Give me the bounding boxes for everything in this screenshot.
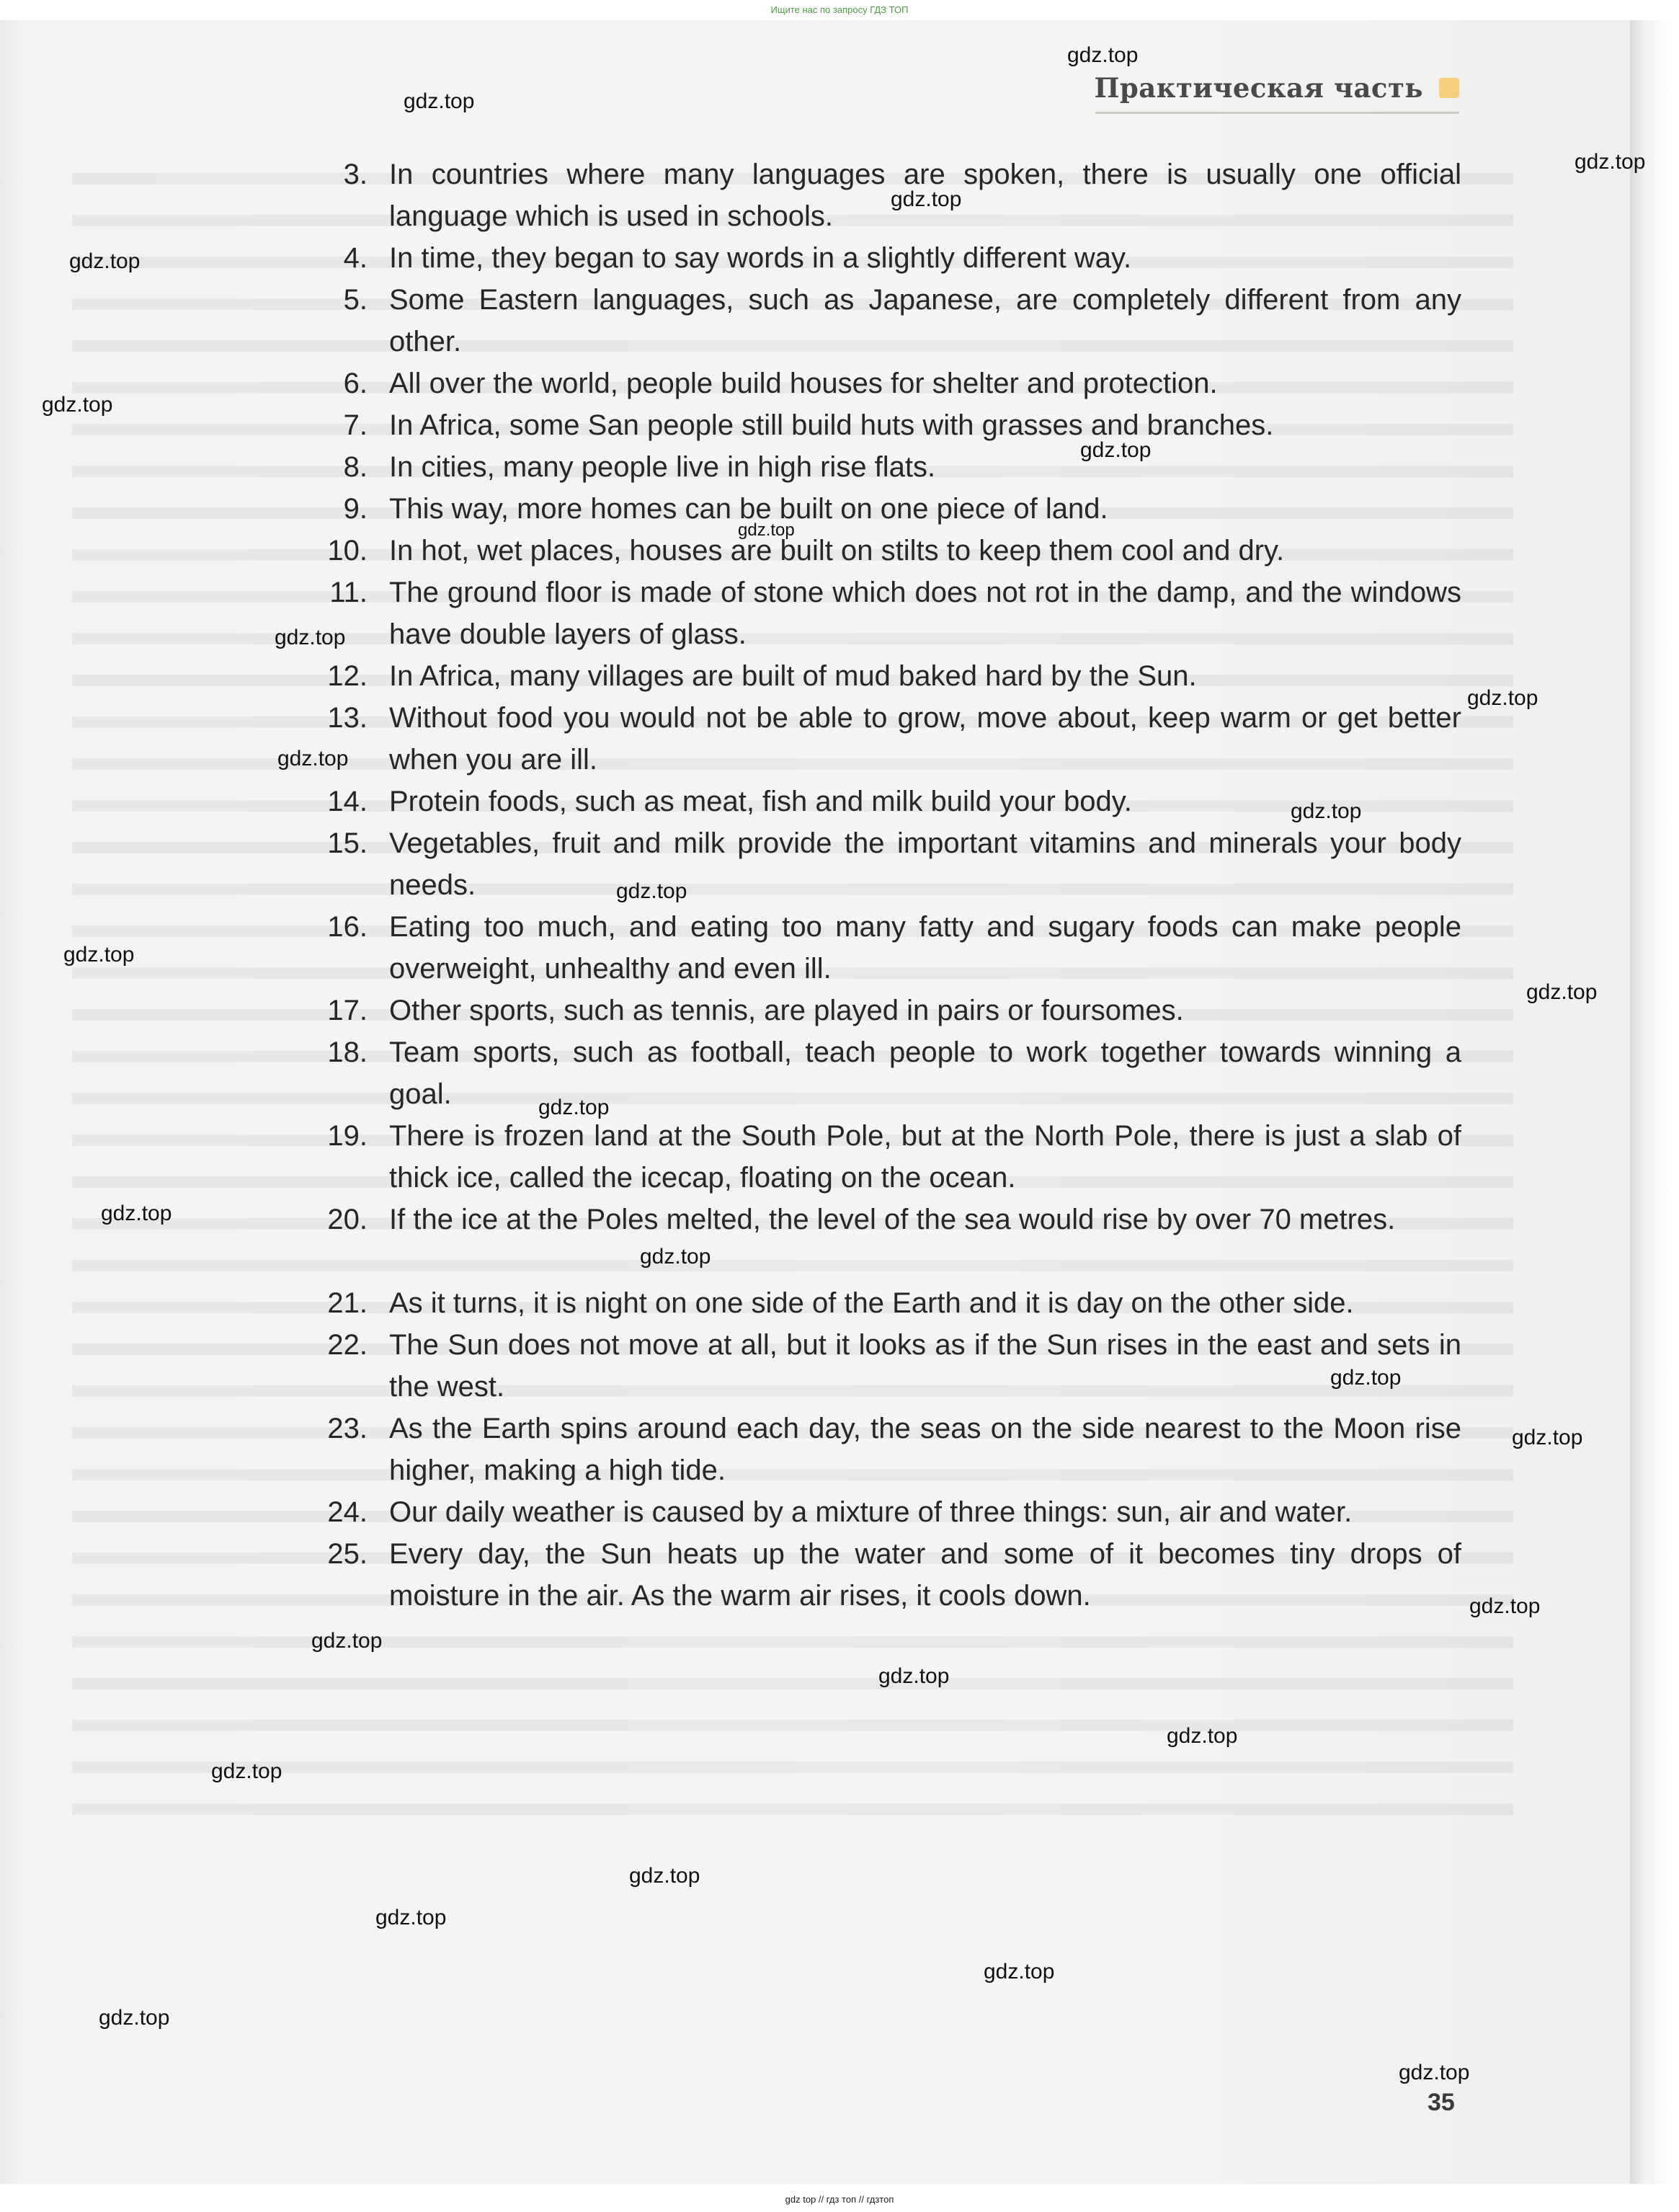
item-number: 20. <box>327 1204 368 1235</box>
item-number: 7. <box>343 409 368 441</box>
item-text: Our daily weather is caused by a mixture of three things: sun, air and water. <box>389 1496 1353 1528</box>
watermark: gdz.top <box>1512 1426 1583 1449</box>
watermark: gdz.top <box>1067 43 1139 67</box>
item-number: 9. <box>343 493 368 525</box>
item-number: 23. <box>327 1413 368 1444</box>
item-number: 18. <box>327 1036 368 1068</box>
item-text: Without food you would not be able to grow, move about, keep warm or get better when you are ill. <box>389 702 1461 776</box>
item-text: In Africa, many villages are built of mud baked hard by the Sun. <box>389 660 1197 692</box>
item-number: 15. <box>327 827 368 859</box>
item-text: The ground floor is made of stone which does not rot in the damp, and the windows have double layers of glass. <box>389 577 1461 650</box>
watermark: gdz.top <box>311 1629 383 1653</box>
watermark: gdz.top <box>629 1864 700 1888</box>
watermark: gdz.top <box>640 1245 711 1269</box>
watermark: gdz.top <box>275 626 346 649</box>
watermark: gdz.top <box>1330 1366 1402 1390</box>
watermark: gdz.top <box>42 393 113 417</box>
watermark: gdz.top <box>1575 150 1646 174</box>
item-number: 6. <box>343 368 368 399</box>
item-number: 5. <box>343 284 368 316</box>
watermark: gdz.top <box>404 89 475 113</box>
item-number: 19. <box>327 1120 368 1152</box>
item-text: This way, more homes can be built on one piece of land. <box>389 493 1108 525</box>
item-number: 3. <box>343 159 368 190</box>
section-title: Практическая часть <box>1094 72 1423 104</box>
item-text: If the ice at the Poles melted, the level of the sea would rise by over 70 metres. <box>389 1204 1396 1235</box>
watermark: gdz.top <box>1526 980 1598 1004</box>
item-text: Team sports, such as football, teach people to work together towards winning a goal. <box>389 1036 1461 1110</box>
item-text: Eating too much, and eating too many fatty and sugary foods can make people overweight, unhealthy and even ill. <box>389 911 1461 985</box>
item-text: In Africa, some San people still build huts with grasses and branches. <box>389 409 1274 441</box>
item-number: 24. <box>327 1496 368 1528</box>
item-text: All over the world, people build houses for shelter and protection. <box>389 368 1218 399</box>
watermark: gdz.top <box>63 943 135 967</box>
item-text: Some Eastern languages, such as Japanese, are completely different from any other. <box>389 284 1461 357</box>
item-text: Other sports, such as tennis, are played in pairs or foursomes. <box>389 995 1184 1026</box>
item-number: 22. <box>327 1329 368 1361</box>
page-spine-edge <box>1630 0 1679 2184</box>
item-text: In hot, wet places, houses are built on stilts to keep them cool and dry. <box>389 535 1285 567</box>
watermark: gdz.top <box>375 1906 447 1929</box>
item-text: As it turns, it is night on one side of the Earth and it is day on the other side. <box>389 1287 1354 1319</box>
item-number: 25. <box>327 1538 368 1570</box>
item-text: Vegetables, fruit and milk provide the important vitamins and minerals your body needs. <box>389 827 1461 901</box>
item-number: 11. <box>329 577 368 608</box>
section-header <box>1094 72 1459 104</box>
watermark: gdz.top <box>1399 2061 1470 2084</box>
item-number: 16. <box>327 911 368 943</box>
item-number: 17. <box>327 995 368 1026</box>
watermark: gdz.top <box>1469 1594 1541 1618</box>
header-rule <box>1095 112 1459 114</box>
item-text: The Sun does not move at all, but it looks as if the Sun rises in the east and sets in the west. <box>389 1329 1461 1403</box>
item-text: Protein foods, such as meat, fish and milk build your body. <box>389 786 1132 817</box>
watermark: gdz.top <box>99 2006 170 2030</box>
item-text: As the Earth spins around each day, the seas on the side nearest to the Moon rise higher, making a high tide. <box>389 1413 1461 1486</box>
watermark: gdz.top <box>984 1960 1055 1984</box>
section-marker-square <box>1439 78 1459 98</box>
item-text: Every day, the Sun heats up the water and some of it becomes tiny drops of moisture in the air. As the warm air rises, it cools down. <box>389 1538 1461 1612</box>
item-number: 12. <box>327 660 368 692</box>
watermark: gdz.top <box>616 879 687 903</box>
item-number: 8. <box>343 451 368 483</box>
item-text: In cities, many people live in high rise flats. <box>389 451 936 483</box>
item-number: 14. <box>327 786 368 817</box>
watermark: gdz.top <box>538 1096 610 1119</box>
watermark: gdz.top <box>891 187 962 211</box>
watermark: gdz.top <box>1467 686 1538 710</box>
page-number: 35 <box>1428 2089 1455 2116</box>
watermark: gdz.top <box>69 249 141 273</box>
item-text: In countries where many languages are spoken, there is usually one official language which is used in schools. <box>389 159 1461 232</box>
watermark: gdz.top <box>1291 799 1362 823</box>
watermark: gdz.top <box>1167 1724 1238 1748</box>
item-number: 4. <box>343 242 368 274</box>
item-text: In time, they began to say words in a slightly different way. <box>389 242 1132 274</box>
top-search-note[interactable]: Ищите нас по запросу ГДЗ ТОП <box>770 4 909 15</box>
watermark: gdz.top <box>211 1759 282 1783</box>
bottom-links-note[interactable]: gdz top // гдз топ // гдзтоп <box>785 2194 894 2205</box>
watermark: gdz.top <box>738 520 795 540</box>
watermark: gdz.top <box>277 747 349 770</box>
item-number: 10. <box>327 535 368 567</box>
item-text: There is frozen land at the South Pole, but at the North Pole, there is just a slab of thick ice, called the icecap, floating on the ocean. <box>389 1120 1461 1194</box>
watermark: gdz.top <box>101 1202 172 1225</box>
item-number: 21. <box>327 1287 368 1319</box>
watermark: gdz.top <box>1080 438 1152 462</box>
item-number: 13. <box>327 702 368 734</box>
watermark: gdz.top <box>878 1664 950 1688</box>
